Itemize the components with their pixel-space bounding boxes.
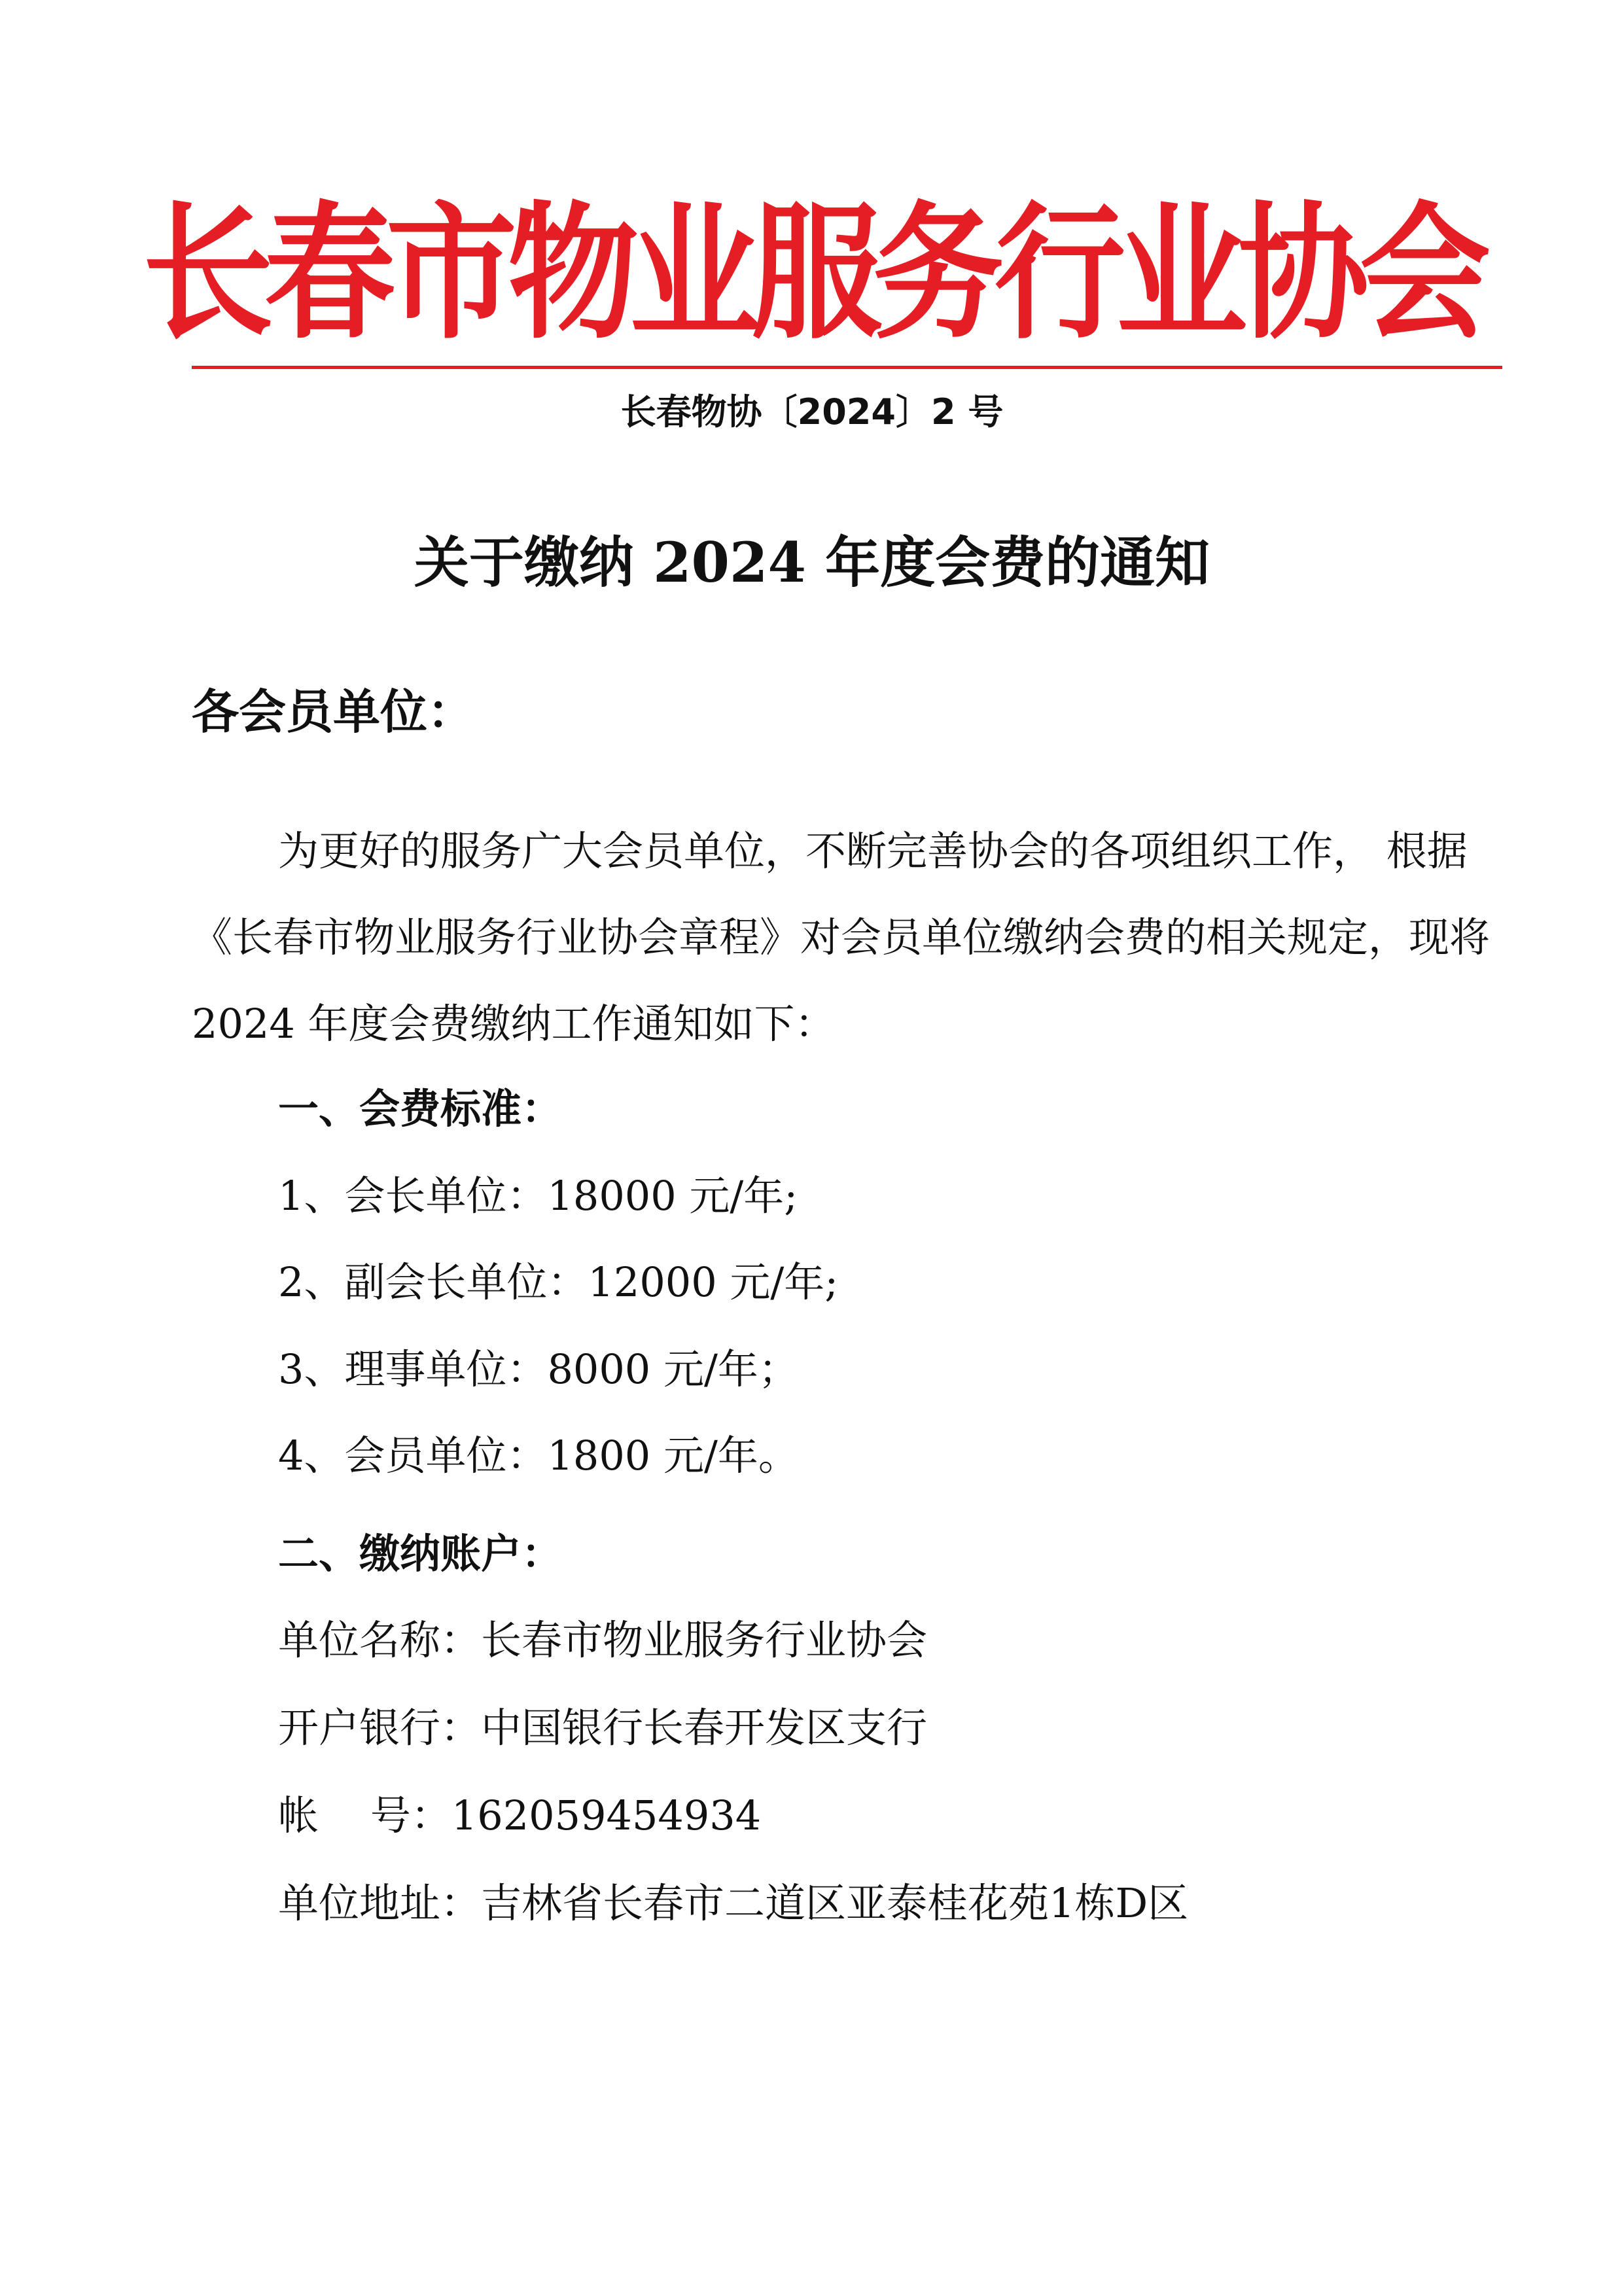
red-divider-line: [192, 366, 1502, 369]
masthead-org-name: 长春市物业服务行业协会: [142, 188, 1481, 360]
intro-line-1: 为更好的服务广大会员单位，不断完善协会的各项组织工作， 根据: [278, 827, 1468, 875]
intro-line-3: 2024 年度会费缴纳工作通知如下：: [192, 1000, 836, 1048]
salutation: 各会员单位：: [192, 684, 475, 739]
account-name-label: 单位名称：: [278, 1616, 482, 1664]
document-title: 关于缴纳 2024 年度会费的通知: [414, 530, 1210, 595]
document-number: 长春物协〔2024〕2 号: [620, 391, 1004, 433]
account-address-value: 吉林省长春市二道区亚泰桂花苑1栋D区: [481, 1879, 1189, 1927]
account-bank-value: 中国银行长春开发区支行: [481, 1704, 928, 1752]
fee-item-director: 3、理事单位：8000 元/年；: [278, 1345, 799, 1393]
fee-item-president: 1、会长单位：18000 元/年;: [278, 1172, 798, 1220]
account-heading: 二、缴纳账户：: [278, 1530, 563, 1578]
fee-item-member: 4、会员单位：1800 元/年。: [278, 1432, 799, 1479]
account-address-label: 单位地址：: [278, 1879, 482, 1927]
fee-standard-heading: 一、会费标准：: [278, 1085, 563, 1133]
intro-line-2: 《长春市物业服务行业协会章程》对会员单位缴纳会费的相关规定，现将: [192, 913, 1491, 961]
account-name-row: [278, 1611, 927, 1670]
account-number-label: 帐 号：: [278, 1792, 451, 1839]
account-bank-row: [278, 1699, 927, 1757]
account-name-value: 长春市物业服务行业协会: [481, 1616, 928, 1664]
account-bank-label: 开户银行：: [278, 1704, 482, 1752]
account-address-row: [278, 1874, 1188, 1933]
account-number-value: 162059454934: [451, 1792, 762, 1839]
account-number-row: [278, 1786, 761, 1845]
fee-item-vice-president: 2、副会长单位：12000 元/年;: [278, 1258, 839, 1306]
